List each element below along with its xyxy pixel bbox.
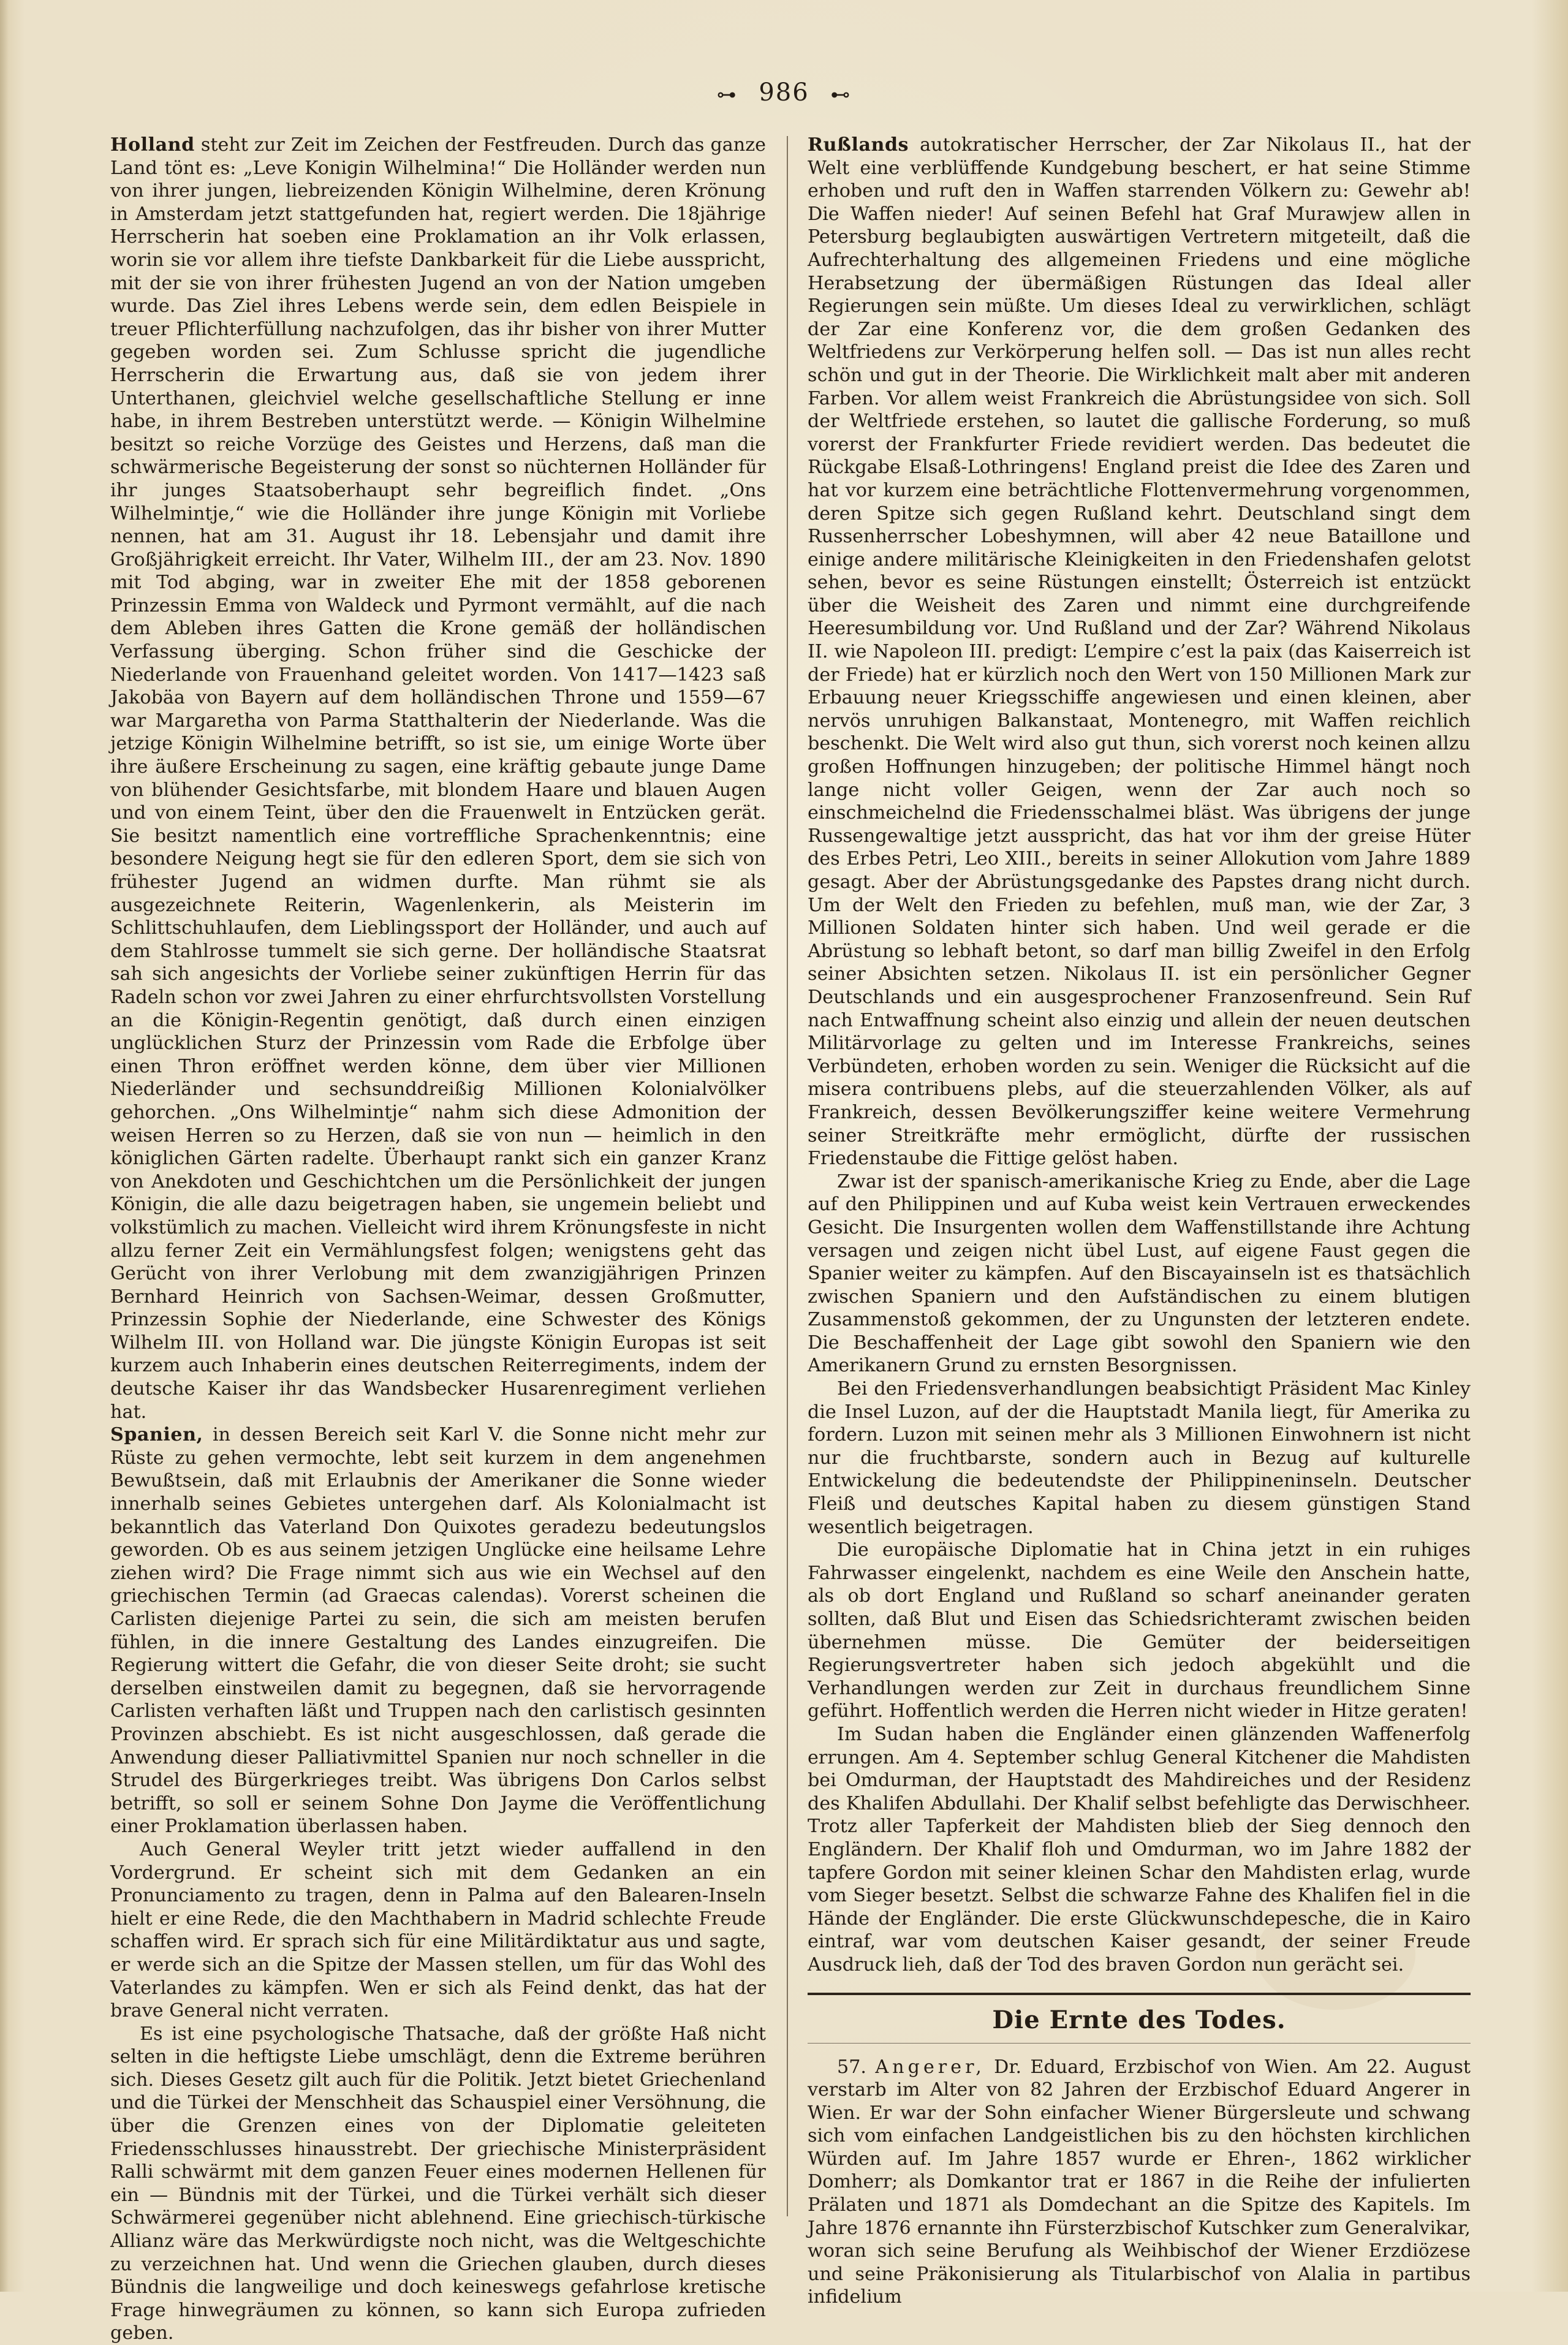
obituary-name: Angerer,: [875, 2056, 985, 2078]
article-text: Die europäische Diplomatie hat in China jetzt in ein ruhiges Fahrwasser eingelenkt, nachdem es eine Weile den Anschein hatte, als ob dort England und Rußland so scharf aneinander geraten sollten, daß Blut und Eisen das Schiedsrichteramt zwischen beiden übernehmen müsse. Die Gemüter der beiderseitigen Regierungsvertreter haben sich jedoch abgekühlt und die Verhandlungen werden zur Zeit in durchaus freundlichem Sinne geführt. Hoffentlich werden die Herren nicht wieder in Hitze geraten!: [808, 1539, 1471, 1722]
article-paragraph: [808, 1170, 1471, 1377]
article-text: autokratischer Herrscher, der Zar Nikolaus II., hat der Welt eine verblüffende Kundgebung beschert, er hat seine Stimme erhoben und ruft den in Waffen starrenden Völkern zu: Gewehr ab! Die Waffen nieder! Auf seinen Befehl hat Graf Murawjew allen in Petersburg beglaubigten auswärtigen Vertretern mitgeteilt, daß die Aufrechterhaltung des allgemeinen Friedens und eine mögliche Herabsetzung der übermäßigen Rüstungen das Ideal aller Regierungen sein müßte. Um dieses Ideal zu verwirklichen, schlägt der Zar eine Konferenz vor, die dem großen Gedanken des Weltfriedens zur Verkörperung helfen soll. — Das ist nun alles recht schön und gut in der Theorie. Die Wirklichkeit malt aber mit anderen Farben. Vor allem weist Frankreich die Abrüstungsidee von sich. Soll der Weltfriede erstehen, so lautet die gallische Forderung, so muß vorerst der Frankfurter Friede revidiert werden. Das bedeutet die Rückgabe Elsaß-Lothringens! England preist die Idee des Zaren und hat vor kurzem eine beträchtliche Flottenvermehrung vorgenommen, deren Spitze sich gegen Rußland kehrt. Deutschland singt dem Russenherrscher Lobeshymnen, will aber 42 neue Bataillone und einige andere militärische Kleinigkeiten in den Friedenshafen gelotst sehen, bevor es seine Rüstungen einstellt; Österreich ist entzückt über die Weisheit des Zaren und nimmt eine durchgreifende Heeresumbildung vor. Und Rußland und der Zar? Während Nikolaus II. wie Napoleon III. predigt: L’empire c’est la paix (das Kaiserreich ist der Friede) hat er kürzlich noch den Wert von 150 Millionen Mark zur Erbauung neuer Kriegsschiffe angewiesen und einen kleinen, aber nervös unruhigen Balkanstaat, Montenegro, mit Waffen reichlich beschenkt. Die Welt wird also gut thun, sich vorerst noch keinen allzu großen Hoffnungen hinzugeben; der politische Himmel hängt noch lange nicht voller Geigen, wenn der Zar auch noch so einschmeichelnd die Friedensschalmei bläst. Was übrigens der junge Russengewaltige jetzt ausspricht, das hat vor ihm der greise Hüter des Erbes Petri, Leo XIII., bereits in seiner Allokution vom Jahre 1889 gesagt. Aber der Abrüstungsgedanke des Papstes drang nicht durch. Um der Welt den Frieden zu befehlen, muß man, wie der Zar, 3 Millionen Soldaten hinter sich haben. Und weil gerade er die Abrüstung so lebhaft betont, so darf man billig Zweifel in den Erfolg seiner Absichten setzen. Nikolaus II. ist ein persönlicher Gegner Deutschlands und ein ausgesprochener Franzosenfreund. Sein Ruf nach Entwaffnung scheint also einzig und allein der neuen deutschen Militärvorlage zu gelten und im Interesse Frankreichs, seines Verbündeten, erhoben worden zu sein. Weniger die Rücksicht auf die misera contribuens plebs, auf die steuerzahlenden Völker, als auf Frankreich, dessen Bevölkerungsziffer keine weitere Vermehrung seiner Streitkräfte mehr ermöglicht, dürfte der russischen Friedenstaube die Fittige gelöst haben.: [808, 134, 1471, 1170]
obituary-entry: [808, 2056, 1471, 2309]
article-text: Es ist eine psychologische Thatsache, daß der größte Haß nicht selten in die heftigste Liebe umschlägt, denn die Extreme berühren sich. Dieses Gesetz gilt auch für die Politik. Jetzt bietet Griechenland und die Türkei der Menschheit das Schauspiel einer Versöhnung, die über die Grenzen eines von der Diplomatie geleiteten Friedensschlusses hinausstrebt. Der griechische Ministerpräsident Ralli schwärmt mit dem ganzen Feuer eines modernen Hellenen für ein — Bündnis mit der Türkei, und die Türkei verhält sich dieser Schwärmerei gegenüber nicht ablehnend. Eine griechisch-türkische Allianz wäre das Merkwürdigste noch nicht, was die Weltgeschichte zu verzeichnen hat. Und wenn die Griechen glauben, durch dieses Bündnis die langweilige und doch keineswegs gefahrlose kretische Frage hinwegräumen zu können, so kann sich Europa zufrieden geben.: [110, 2023, 766, 2344]
obituary-entry-number: 57.: [837, 2056, 867, 2078]
article-paragraph: [808, 134, 1471, 1170]
article-text: in dessen Bereich seit Karl V. die Sonne nicht mehr zur Rüste zu gehen vermochte, lebt seit kurzem in dem angenehmen Bewußtsein, daß mit Erlaubnis der Amerikaner die Sonne wieder innerhalb seines Gebietes untergehen darf. Als Kolonialmacht ist bekanntlich das Vaterland Don Quixotes geradezu bedeutungslos geworden. Ob es aus seinem jetzigen Unglücke eine heilsame Lehre ziehen wird? Die Frage nimmt sich aus wie ein Wechsel auf den griechischen Termin (ad Graecas calendas). Vorerst scheinen die Carlisten diejenige Partei zu sein, die sich am meisten berufen fühlen, in die innere Gestaltung des Landes einzugreifen. Die Regierung wittert die Gefahr, die von dieser Seite droht; sie sucht derselben einstweilen damit zu begegnen, daß sie hervorragende Carlisten verhaften läßt und Truppen nach den carlistisch gesinnten Provinzen abschiebt. Es ist nicht ausgeschlossen, daß gerade die Anwendung dieser Palliativmittel Spanien nur noch schneller in die Strudel des Bürgerkrieges treibt. Was übrigens Don Carlos selbst betrifft, so soll er seinem Sohne Don Jayme die Veröffentlichung einer Proklamation überlassen haben.: [110, 1424, 766, 1838]
ornament-right-icon: ⊷: [830, 83, 852, 106]
scan-edge-left: [0, 0, 9, 2292]
page-header: [0, 78, 1568, 107]
article-lead-word: Rußlands: [808, 134, 909, 156]
article-paragraph: [808, 1377, 1471, 1539]
obituary-title: Die Ernte des Todes.: [992, 2005, 1286, 2034]
left-column: [110, 134, 766, 2344]
right-column-articles: [808, 134, 1471, 1977]
article-text: Bei den Friedensverhandlungen beabsichtigt Präsident Mac Kinley die Insel Luzon, auf der die Hauptstadt Manila liegt, für Amerika zu fordern. Luzon mit seinen mehr als 3 Millionen Einwohnern ist nicht nur die fruchtbarste, sondern auch in Bezug auf kulturelle Entwickelung die bedeutendste der Philippineninseln. Deutscher Fleiß und deutsches Kapital haben zu diesem günstigen Stand wesentlich beigetragen.: [808, 1378, 1471, 1538]
article-text: Im Sudan haben die Engländer einen glänzenden Waffenerfolg errungen. Am 4. September schlug General Kitchener die Mahdisten bei Omdurman, der Hauptstadt des Mahdireiches und der Residenz des Khalifen Abdullahi. Der Khalif selbst befehligte das Derwischheer. Trotz aller Tapferkeit der Mahdisten blieb der Sieg dennoch den Engländern. Der Khalif floh und Omdurman, wo im Jahre 1882 der tapfere Gordon mit seiner kleinen Schar den Mahdisten erlag, wurde vom Sieger besetzt. Selbst die schwarze Fahne des Khalifen fiel in die Hände der Engländer. Die erste Glückwunschdepesche, die in Kairo eintraf, war vom deutschen Kaiser gesandt, der seiner Freude Ausdruck lieh, daß der Tod des braven Gordon nun gerächt sei.: [808, 1723, 1471, 1976]
obituary-title-rule: [808, 2043, 1471, 2044]
article-paragraph: [110, 134, 766, 1423]
article-text: Zwar ist der spanisch-amerikanische Krieg zu Ende, aber die Lage auf den Philippinen und auf Kuba weist kein Vertrauen erweckendes Gesicht. Die Insurgenten wollen dem Waffenstillstande ihre Achtung versagen und zeigen nicht übel Lust, auf eigene Faust gegen die Spanier weiter zu kämpfen. Auf den Biscayainseln ist es thatsächlich zwischen Spaniern und den Aufständischen zu einem blutigen Zusammenstoß gekommen, der zu Ungunsten der letzteren endete. Die Beschaffenheit der Lage gibt sowohl den Spaniern wie den Amerikanern Grund zu ernsten Besorgnissen.: [808, 1170, 1471, 1377]
article-paragraph: [808, 1723, 1471, 1977]
page-number: 986: [759, 78, 809, 107]
article-text: steht zur Zeit im Zeichen der Festfreuden. Durch das ganze Land tönt es: „Leve Konigin Wilhelmina!“ Die Holländer werden nun von ihrer jungen, liebreizenden Königin Wilhelmine, deren Krönung in Amsterdam jetzt stattgefunden hat, regiert werden. Die 18jährige Herrscherin hat soeben eine Proklamation an ihr Volk erlassen, worin sie vor allem ihre tiefste Dankbarkeit für die Liebe ausspricht, mit der sie von ihrer frühesten Jugend an von der Nation umgeben wurde. Das Ziel ihres Lebens werde sein, dem edlen Beispiele in treuer Pflichterfüllung nachzufolgen, das ihr bisher von ihrer Mutter gegeben worden sei. Zum Schlusse spricht die jugendliche Herrscherin die Erwartung aus, daß sie von jedem ihrer Unterthanen, gleichviel welche gesellschaftliche Stellung er inne habe, in ihrem Bestreben unterstützt werde. — Königin Wilhelmine besitzt so reiche Vorzüge des Geistes und Herzens, daß man die schwärmerische Begeisterung der sonst so nüchternen Holländer für ihr junges Staatsoberhaupt sehr begreiflich findet. „Ons Wilhelmintje,“ wie die Holländer ihre junge Königin mit Vorliebe nennen, hat am 31. August ihr 18. Lebensjahr und damit ihre Großjährigkeit erreicht. Ihr Vater, Wilhelm III., der am 23. Nov. 1890 mit Tod abging, war in zweiter Ehe mit der 1858 geborenen Prinzessin Emma von Waldeck und Pyrmont vermählt, auf die nach dem Ableben ihres Gatten die Krone gemäß der holländischen Verfassung überging. Schon früher sind die Geschicke der Niederlande von Frauenhand geleitet worden. Von 1417—1423 saß Jakobäa von Bayern auf dem holländischen Throne und 1559—67 war Margaretha von Parma Statthalterin der Niederlande. Was die jetzige Königin Wilhelmine betrifft, so ist sie, um einige Worte über ihre äußere Erscheinung zu sagen, eine kräftig gebaute junge Dame von blühender Gesichtsfarbe, mit blondem Haare und blauen Augen und von einem Teint, über den die Frauenwelt in Entzücken gerät. Sie besitzt namentlich eine vortreffliche Sprachenkenntnis; eine besondere Neigung hegt sie für den edleren Sport, dem sie sich von frühester Jugend an widmen durfte. Man rühmt sie als ausgezeichnete Reiterin, Wagenlenkerin, als Meisterin im Schlittschuhlaufen, dem Lieblingssport der Holländer, und auch auf dem Stahlrosse tummelt sie sich gerne. Der holländische Staatsrat sah sich angesichts der Vorliebe seiner zukünftigen Herrin für das Radeln schon vor zwei Jahren zu einer ehrfurchtsvollsten Vorstellung an die Königin-Regentin genötigt, daß durch einen einzigen unglücklichen Sturz der Prinzessin vom Rade die Erbfolge über einen Thron eröffnet werden könne, dem über vier Millionen Niederländer und sechsunddreißig Millionen Kolonialvölker gehorchen. „Ons Wilhelmintje“ nahm sich diese Admonition der weisen Herren so zu Herzen, daß sie von nun — heimlich in den königlichen Gärten radelte. Überhaupt rankt sich ein ganzer Kranz von Anekdoten und Geschichtchen um die Persönlichkeit der jungen Königin, die alle dazu beigetragen haben, sie ungemein beliebt und volkstümlich zu machen. Vielleicht wird ihrem Krönungsfeste in nicht allzu ferner Zeit ein Vermählungsfest folgen; wenigstens geht das Gerücht von ihrer Verlobung mit dem zwanzigjährigen Prinzen Bernhard Heinrich von Sachsen-Weimar, dessen Großmutter, Prinzessin Sophie der Niederlande, eine Schwester des Königs Wilhelm III. von Holland war. Die jüngste Königin Europas ist seit kurzem auch Inhaberin eines deutschen Reiterregiments, indem der deutsche Kaiser ihr das Wandsbecker Husarenregiment verliehen hat.: [110, 134, 766, 1423]
article-paragraph: [110, 1838, 766, 2023]
article-lead-word: Spanien,: [110, 1424, 203, 1446]
ornament-left-icon: ⊶: [716, 83, 738, 106]
article-lead-word: Holland: [110, 134, 195, 156]
article-paragraph: [110, 1423, 766, 1838]
article-paragraph: [110, 2023, 766, 2345]
obituary-text: Dr. Eduard, Erzbischof von Wien. Am 22. August verstarb im Alter von 82 Jahren der Erzbischof Eduard Angerer in Wien. Er war der Sohn einfacher Wiener Bürgersleute und schwang sich vom einfachen Landgeistlichen bis zu den höchsten kirchlichen Würden auf. Im Jahre 1857 wurde er Ehren-, 1862 wirklicher Domherr; als Domkantor trat er 1867 in die Reihe der infulierten Prälaten und 1871 als Domdechant an die Spitze des Kapitels. Im Jahre 1876 ernannte ihn Fürsterzbischof Kutschker zum Generalvikar, woran sich seine Berufung als Weihbischof der Wiener Erzdiözese und seine Präkonisierung als Titularbischof von Alalia in partibus infidelium: [808, 2056, 1471, 2308]
right-column: [808, 134, 1471, 2308]
column-divider: [787, 136, 788, 2216]
article-text: Auch General Weyler tritt jetzt wieder auffallend in den Vordergrund. Er scheint sich mit dem Gedanken an ein Pronunciamento zu tragen, denn in Palma auf den Balearen-Inseln hielt er eine Rede, die den Machthabern in Madrid schlechte Freude schaffen wird. Er sprach sich für eine Militärdiktatur aus und sagte, er werde sich an die Spitze der Massen stellen, um für das Wohl des Vaterlandes zu kämpfen. Wen er sich als Feind denkt, das hat der brave General nicht verraten.: [110, 1838, 766, 2022]
article-paragraph: [808, 1539, 1471, 1723]
section-divider: [808, 1993, 1471, 1995]
